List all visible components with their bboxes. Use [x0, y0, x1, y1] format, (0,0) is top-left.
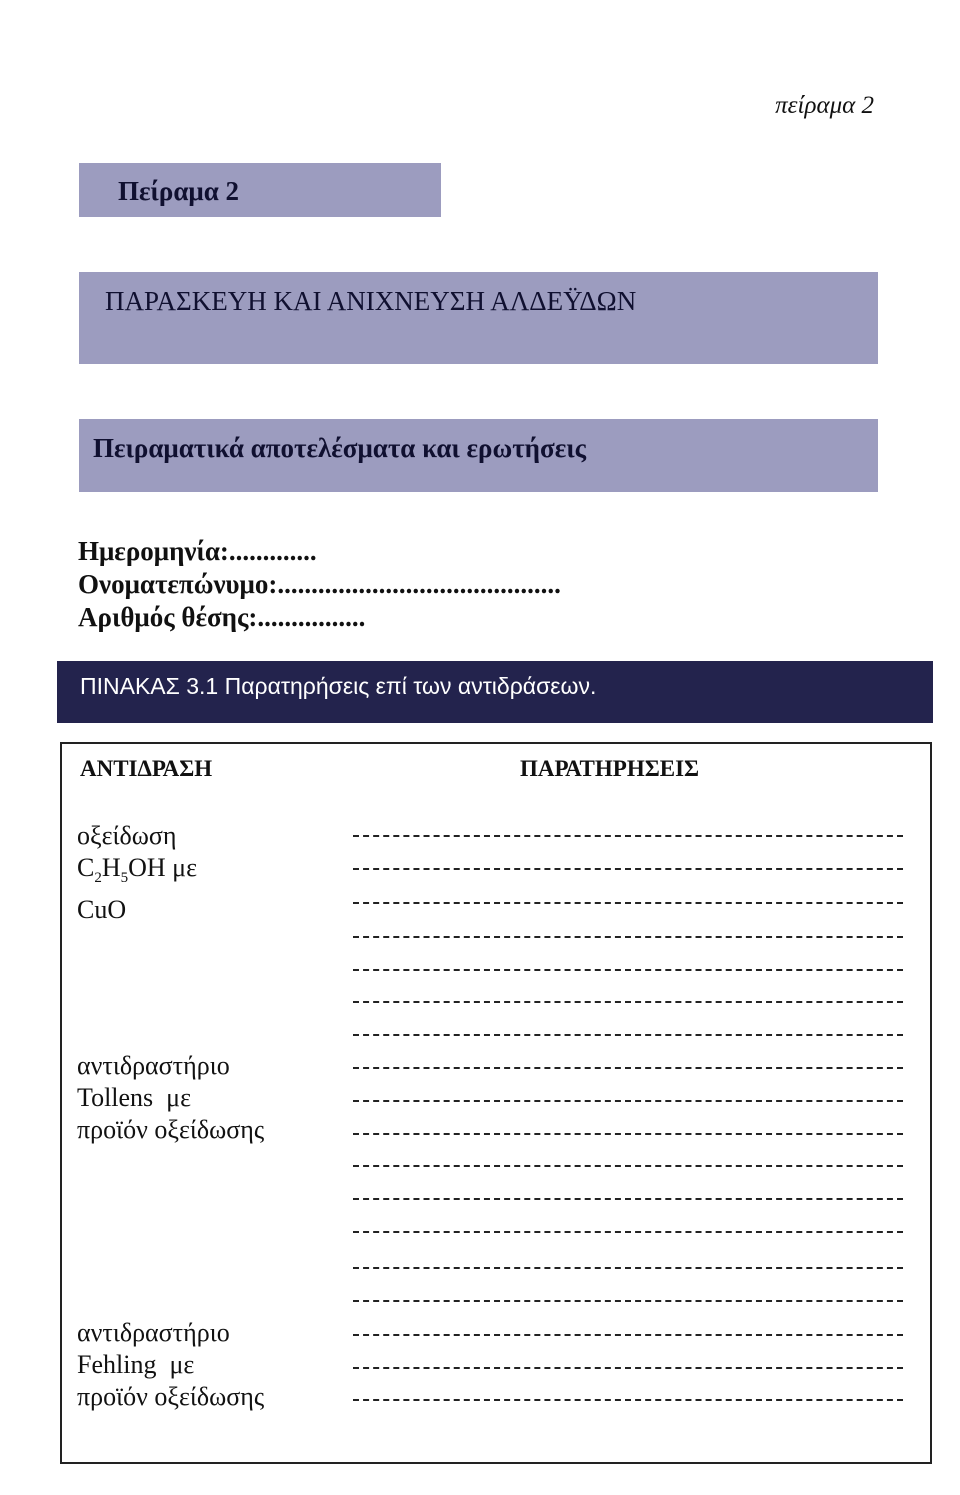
- observation-line[interactable]: [353, 1399, 903, 1401]
- observation-line[interactable]: [353, 1165, 903, 1167]
- date-field[interactable]: Ημερομηνία:.............: [78, 536, 317, 566]
- reaction-line: προϊόν οξείδωσης: [77, 1115, 265, 1144]
- observation-line[interactable]: [353, 1231, 903, 1233]
- reaction-line: προϊόν οξείδωσης: [77, 1382, 265, 1411]
- reaction-line: Tollens με: [77, 1083, 192, 1112]
- reaction-line: αντιδραστήριο: [77, 1051, 230, 1080]
- observation-line[interactable]: [353, 1067, 903, 1069]
- reaction-formula: $C_2H_5OH$ με: [77, 853, 198, 887]
- reaction-cell-fehling: [77, 1317, 264, 1413]
- observation-line[interactable]: [353, 868, 903, 870]
- observation-line[interactable]: [353, 902, 903, 904]
- reaction-line: οξείδωση: [77, 821, 177, 850]
- seat-number-field[interactable]: Αριθμός θέσης:................: [78, 602, 366, 632]
- observation-line[interactable]: [353, 936, 903, 938]
- observation-line[interactable]: [353, 1034, 903, 1036]
- observation-line[interactable]: [353, 1001, 903, 1003]
- reaction-cell-tollens: [77, 1050, 264, 1146]
- observation-line[interactable]: [353, 1334, 903, 1336]
- reaction-line: CuO: [77, 895, 127, 925]
- observation-line[interactable]: [353, 1367, 903, 1369]
- reaction-line: αντιδραστήριο: [77, 1318, 230, 1347]
- observations-column-header: ΠΑΡΑΤΗΡΗΣΕΙΣ: [520, 756, 700, 781]
- observation-line[interactable]: [353, 835, 903, 837]
- observation-line[interactable]: [353, 1100, 903, 1102]
- reaction-line: Fehling με: [77, 1350, 195, 1379]
- observation-line[interactable]: [353, 1133, 903, 1135]
- table-caption: ΠΙΝΑΚΑΣ 3.1 Παρατηρήσεις επί των αντιδράσεων.: [80, 673, 597, 699]
- name-field[interactable]: Ονοματεπώνυμο:..........................................: [78, 569, 561, 599]
- results-title: Πειραματικά αποτελέσματα και ερωτήσεις: [93, 433, 587, 463]
- observation-line[interactable]: [353, 1300, 903, 1302]
- reaction-column-header: ΑΝΤΙΔΡΑΣΗ: [80, 756, 213, 781]
- experiment-title: Πείραμα 2: [118, 176, 240, 206]
- observation-line[interactable]: [353, 1198, 903, 1200]
- main-title: ΠΑΡΑΣΚΕΥΗ ΚΑΙ ΑΝΙΧΝΕΥΣΗ ΑΛΔΕΫΔΩΝ: [105, 286, 637, 316]
- reaction-cell-oxidation: [77, 820, 197, 926]
- page-label: πείραμα 2: [775, 92, 874, 119]
- observation-line[interactable]: [353, 1267, 903, 1269]
- observation-line[interactable]: [353, 969, 903, 971]
